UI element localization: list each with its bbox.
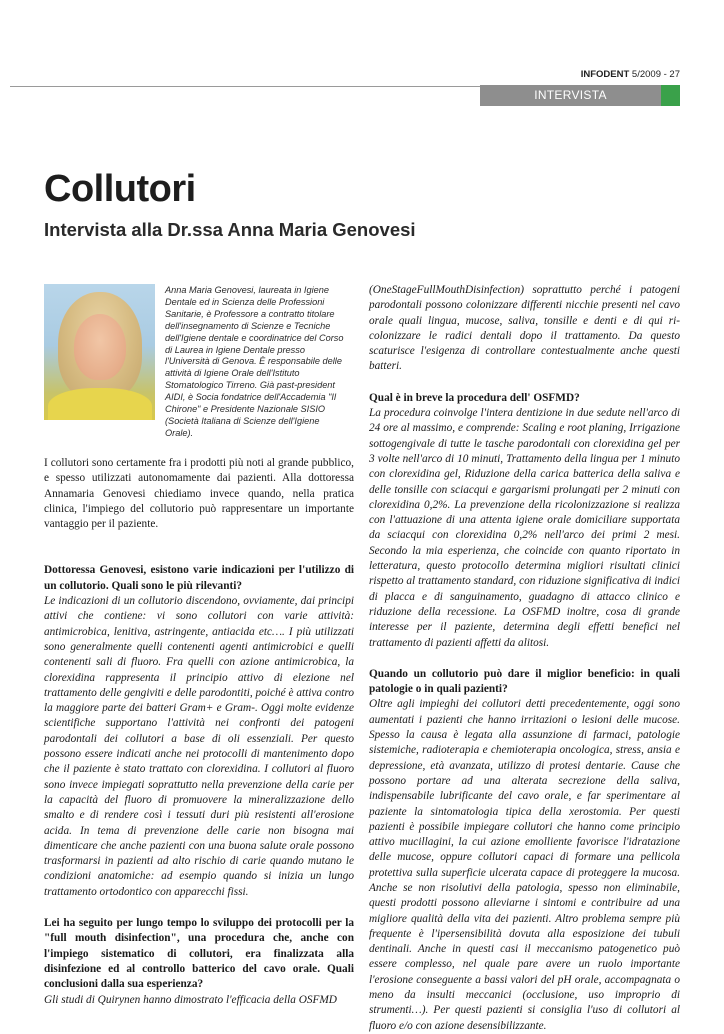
header-rule [10,86,480,87]
section-accent-block [661,85,680,106]
answer-1: Le indicazioni di un collutorio discendono, ovviamente, dai principi attivi che contiene: vi sono collutori con varie attività: antimicrobica, lenitiva, astringente, antiacida etc…. I più utilizzati sono generalmente quelli contenenti agenti antimicrobici e quelli contenenti sali di fluoro. Fra quelli con azione antimicrobica, la clorexidina rappresenta il principio attivo di elezione nel trattamento delle gengiviti e delle parodontiti, poiché è attiva contro la maggiore parte dei batteri Gram+ e Gram-. Oggi molte evidenze scientifiche supportano l'attività nei confronti dei patogeni parodontali dei collutori a base di oli essenziali. Per questo possono essere indicati anche nei protocolli di mantenimento dopo che il paziente è stato trattato con clorexidina. I collutori al fluoro sono invece impiegati soprattutto nella prevenzione della carie per la capacità del fluoro di promuovere la mineralizzazione dello smalto e di rendere così i tessuti duri più resistenti all'erosione acida. In tema di prevenzione delle carie non bisogna mai dimenticare che anche pazienti con una buona salute orale possono trasformarsi in pazienti ad alto rischio di carie quando mutano le condizioni anatomiche: ad esempio quando si inizia un lungo trattamento ortodontico con apparecchi fissi. [44,595,354,898]
answer-4: Oltre agli impieghi dei collutori detti precedentemente, oggi sono aumentati i pazienti che hanno irritazioni o lesioni delle mucose. Spesso la causa è legata alla assunzione di farmaci, patologie sistemiche, radioterapia e chemioterapia oncologica, stress, ansia e depressione, età avanzata, utilizzo di protesi dentarie. Cause che possono portare ad una alterata secrezione della saliva, indispensabile lubrificante del cavo orale, e far sperimentare al paziente la sintomatologia tipica della xerostomia. Per questi pazienti è possibile impiegare collutori che hanno come principio attivo mucillagini, la cui azione emolliente favorisce l'idratazione delle mucose, oppure collutori capaci di formare una pellicola protettiva sulla superficie ulcerata capace di proteggere la mucosa. Anche se non risolutivi della patologia, spesso non eliminabile, questi prodotti possono alleviarne i sintomi e contribuire ad una migliore qualità della vita dei pazienti. Altro problema sempre più frequente è l'ipersensibilità dovuta alla esposizione dei tubuli dentinali. Anche in questi casi il meccanismo patogenetico può essere complesso, nel quale pare avere un ruolo importante l'erosione conseguente a bassi valori del pH orale, accompagnata o meno da insulti meccanici (occlusione, uso improprio di strumenti…). Per questi pazienti si consiglia l'uso di collutori al fluoro e/o con azione desensibilizzante. [369,698,680,1032]
portrait-shoulders [48,388,152,420]
answer-2-continued: (OneStageFullMouthDisinfection) soprattutto perché i patogeni parodontali possono colonizzare differenti nicchie presenti nel cavo orale quali lingua, mucose, saliva, tonsille e denti e di qui ri-colonizzare le radici dentali dopo il trattamento. Da questo scaturisce l'esigenza di controllare contestualmente anche questi batteri. [369,284,680,373]
answer-2-start: Gli studi di Quirynen hanno dimostrato l'efficacia della OSFMD [44,993,337,1006]
question-4: Quando un collutorio può dare il miglior beneficio: in quali patologie o in quali pazienti? [369,667,680,696]
magazine-name: INFODENT [580,69,630,80]
portrait-face [74,314,126,380]
intro-paragraph: I collutori sono certamente fra i prodotti più noti al grande pubblico, e spesso utilizzati autonomamente dai pazienti. Alla dottoressa Annamaria Genovesi chiediamo invece quando, nella pratica clinica, l'impiego del collutorio può rappresentare un importante vantaggio per il paziente. [44,457,354,531]
article-title: Collutori [44,168,196,210]
article-subtitle: Intervista alla Dr.ssa Anna Maria Genovesi [44,219,416,240]
issue-page: 5/2009 - 27 [631,69,680,80]
section-label: INTERVISTA [480,85,661,106]
answer-3: La procedura coinvolge l'intera dentizione in due sedute nell'arco di 24 ore al massimo, e comprende: Scaling e root planing, Irrigazione sottogengivale di tutte le tasche parodontali con clorexidina gel per 3 volte nell'arco di 10 minuti, Trattamento della lingua per 1 minuto con clorexidina gel, Riduzione della carica batterica della saliva e delle tonsille con sciacqui e gargarismi prolungati per 2 minuti con clorexidina 0,2%. La prevenzione della ricolonizzazione si realizza con l'attuazione di una attenta igiene orale domiciliare supportata da sciacqui con clorexidina 0,2% nell'arco dei primi 2 mesi. Secondo la mia esperienza, che coincide con quanto riportato in letteratura, questo protocollo determina migliori risultati clinici rispetto al trattamento standard, con riduzione significativa di indici di placca e di sanguinamento, guadagno di attacco clinico e riduzione della recessione. La OSFMD inoltre, cosa di grande interesse per il paziente, determina degli effetti benefici nel trattamento di pazienti affetti da alitosi. [369,407,680,649]
author-bio-caption: Anna Maria Genovesi, laureata in Igiene Dentale ed in Scienza delle Professioni Sanitarie, è Professore a contratto titolare dell'insegnamento di Scienze e Tecniche dell'Igiene dentale e coordinatrice del Corso di Laurea in Igiene Dentale presso l'Università di Genova. È responsabile delle attività di Igiene Orale dell'Istituto Stomatologico Tirreno. Già past-president AIDI, è Socia fondatrice dell'Accademia "Il Chirone" e Presidente Nazionale SISIO (Società Italiana di Scienze dell'Igiene Orale). [165,285,344,438]
page-folio [581,69,680,80]
portrait-photo [44,284,155,420]
right-column [369,283,680,1034]
question-2: Lei ha seguito per lungo tempo lo sviluppo dei protocolli per la "full mouth disinfection", una procedura che, anche con l'impiego sistematico di collutori, era finalizzata alla disinfezione ed al controllo batterico del cavo orale. Quali conclusioni dalla sua esperienza? [44,917,354,991]
left-column [44,456,354,1008]
question-3: Qual è in breve la procedura dell' OSFMD? [369,391,580,404]
question-1: Dottoressa Genovesi, esistono varie indicazioni per l'utilizzo di un collutorio. Quali sono le più rilevanti? [44,564,354,592]
